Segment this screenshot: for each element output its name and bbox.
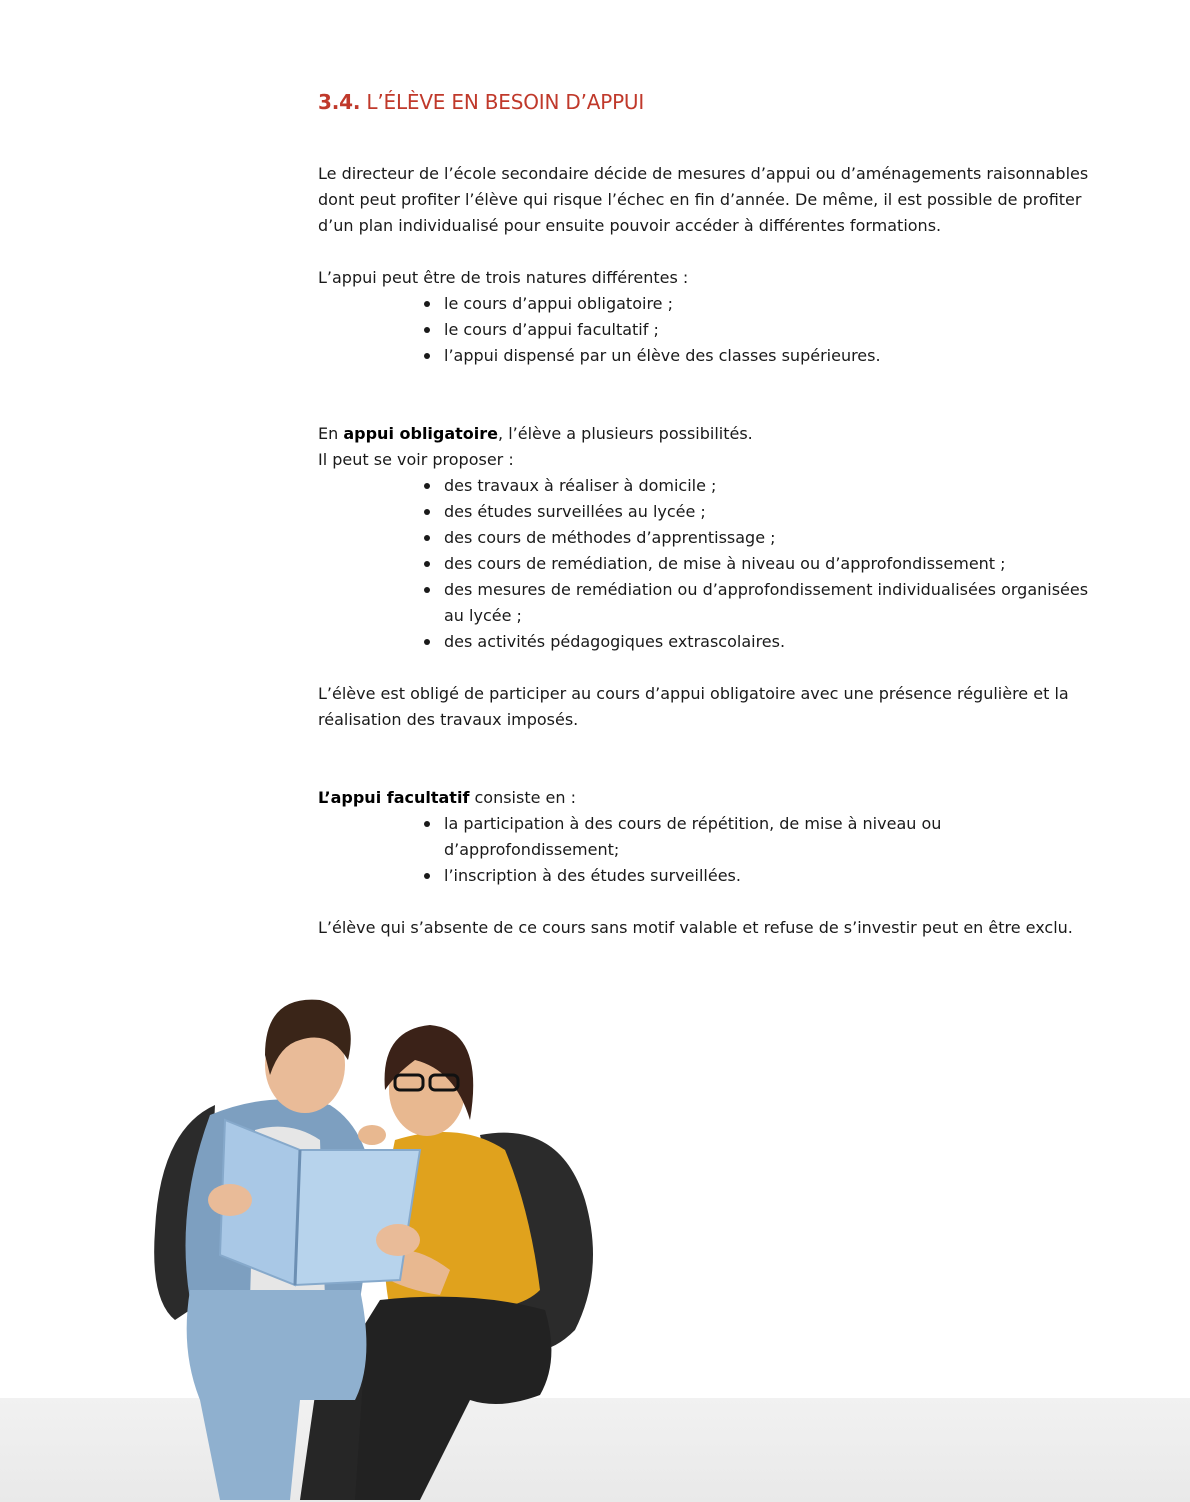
natures-section: [318, 265, 1118, 369]
section-number: 3.4.: [318, 90, 361, 114]
facultatif-lead: [318, 785, 1118, 811]
list-item: des cours de méthodes d’apprentissage ;: [444, 525, 1118, 551]
list-item: des travaux à réaliser à domicile ;: [444, 473, 1118, 499]
list-item: l’appui dispensé par un élève des classes supérieures.: [444, 343, 1118, 369]
obligatoire-line2: Il peut se voir proposer :: [318, 450, 514, 469]
bold-term: appui obligatoire: [343, 424, 499, 443]
intro-line: Le directeur de l’école secondaire décide de mesures d’appui ou d’aménagements raisonnables: [318, 164, 1089, 183]
bold-term: L’appui facultatif: [318, 788, 470, 807]
list-item: des études surveillées au lycée ;: [444, 499, 1118, 525]
obligatoire-lead: [318, 421, 1118, 447]
list-item: l’inscription à des études surveillées.: [444, 863, 948, 889]
note-line: L’élève est obligé de participer au cours d’appui obligatoire avec une présence régulière et la: [318, 684, 1069, 703]
list-item: des cours de remédiation, de mise à niveau ou d’approfondissement ;: [444, 551, 1118, 577]
obligatoire-note: [318, 681, 1118, 733]
obligatoire-list: [318, 473, 1118, 655]
text-span: , l’élève a plusieurs possibilités.: [498, 424, 753, 443]
facultatif-note: [318, 915, 1118, 941]
intro-line: d’un plan individualisé pour ensuite pouvoir accéder à différentes formations.: [318, 216, 942, 235]
text-span: consiste en :: [469, 788, 576, 807]
facultatif-section: [318, 785, 1118, 889]
natures-list: [318, 291, 1118, 369]
text-span: En: [318, 424, 344, 443]
list-item: des activités pédagogiques extrascolaires.: [444, 629, 1118, 655]
intro-line: dont peut profiter l’élève qui risque l’échec en fin d’année. De même, il est possible de profiter: [318, 190, 1082, 209]
intro-paragraph: [318, 161, 1118, 239]
note-line: L’élève qui s’absente de ce cours sans motif valable et refuse de s’investir peut en être exclu.: [318, 918, 1073, 937]
note-line: réalisation des travaux imposés.: [318, 710, 579, 729]
list-item: le cours d’appui obligatoire ;: [444, 291, 1118, 317]
list-item: des mesures de remédiation ou d’approfondissement individualisées organisées au lycée ;: [444, 577, 1118, 629]
obligatoire-section: [318, 421, 1118, 655]
section-title: L’ÉLÈVE EN BESOIN D’APPUI: [366, 90, 645, 114]
facultatif-list: [318, 811, 1118, 889]
list-item: la participation à des cours de répétition, de mise à niveau ou d’approfondissement;: [444, 811, 948, 863]
natures-lead: L’appui peut être de trois natures différentes :: [318, 268, 689, 287]
section-heading: [318, 88, 644, 116]
list-item: le cours d’appui facultatif ;: [444, 317, 1118, 343]
students-reading-illustration: [0, 985, 1190, 1502]
